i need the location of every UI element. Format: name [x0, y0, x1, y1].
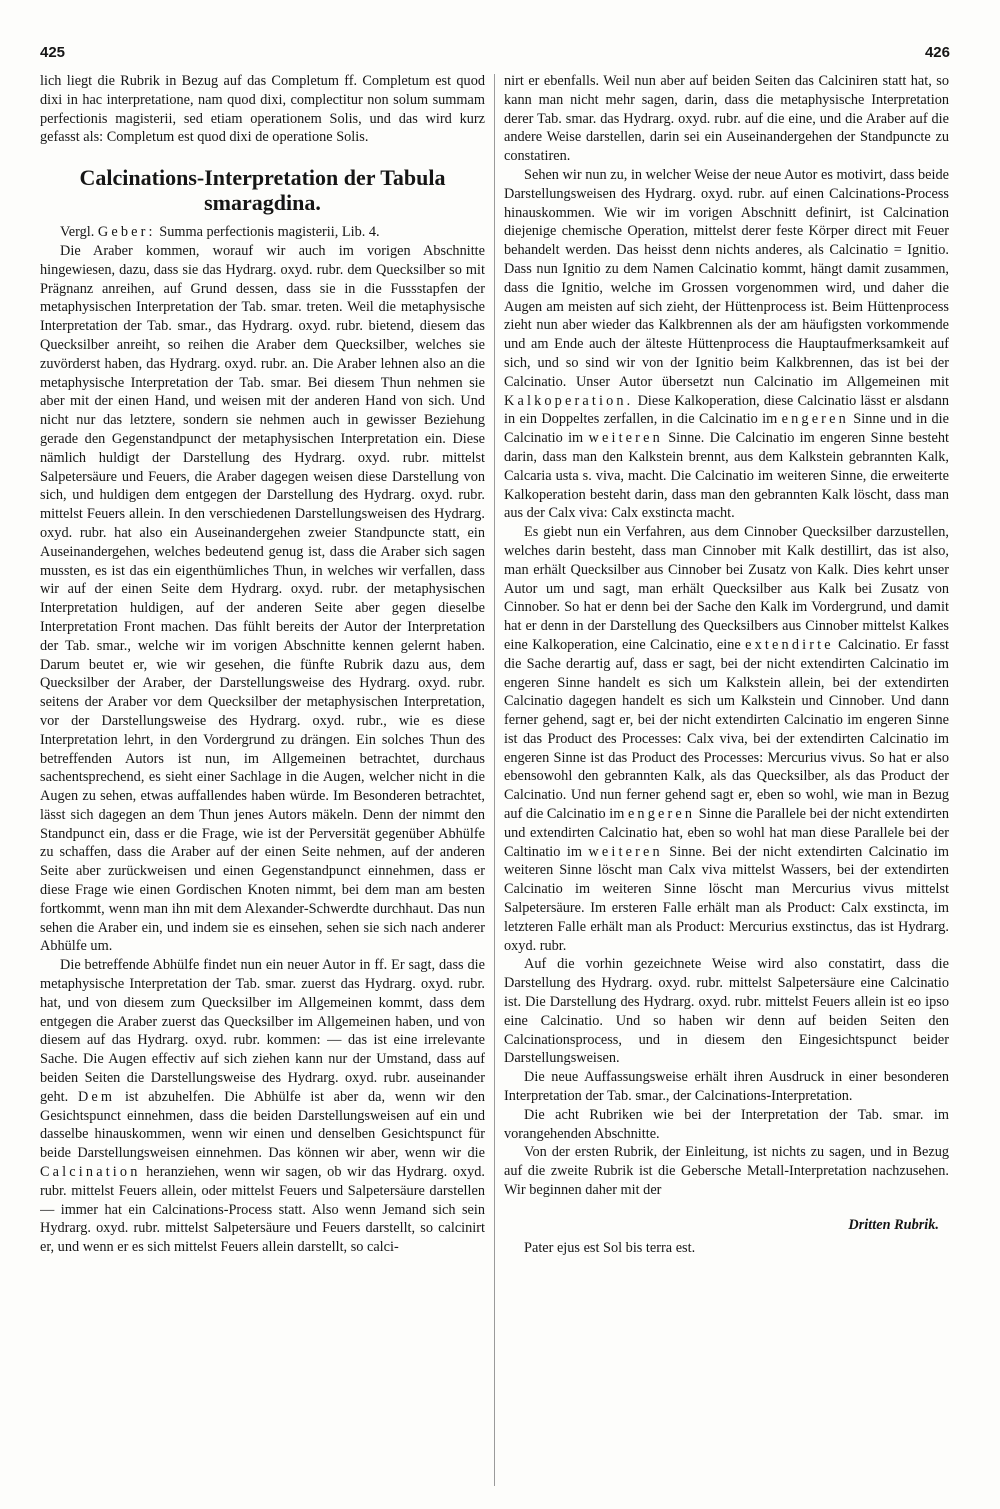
text-run: Sinne. Bei der nicht extendirten Calcinatio im weiteren Sinne löscht man Calx viva mittelst Wassers, bei der extendirten Calcinatio im weiteren Sinne löscht man Mercurius vivus mittelst Salpetersäure. Im ersteren Falle erhält man als Product: Calx exstincta, im letzteren Falle erhält man als Product: Mercurius exstinctus, das ist Hydrarg. oxyd. rubr.: [504, 843, 949, 954]
text-run: Die betreffende Abhülfe findet nun ein neuer Autor in ff. Er sagt, dass die metaphysische Interpretation der Tab. smar. zuerst das Hydrarg. oxyd. rubr. hat, und von diesem zum Quecksilber im Allgemeinen kommt, dass dem entgegen die Araber zuerst das Quecksilber im Allgemeinen haben, und von diesem auf das Hydrarg. oxyd. rubr. kommen: — das ist eine irrelevante Sache. Die Augen effectiv auf sich ziehen kann nur der Umstand, dass auf beiden Seiten die Darstellungsweise des Hydrarg. oxyd. rubr. auseinander geht.: [40, 957, 485, 1105]
spaced-word: weiteren: [588, 430, 663, 447]
text-run: Diese Kalkoperation, diese Calcinatio lässt er alsdann in ein Doppeltes zerfallen, in die Calcinatio im: [504, 392, 949, 428]
rubric-text: Pater ejus est Sol bis terra est.: [524, 1239, 696, 1256]
right-column: [504, 72, 949, 1492]
spaced-word: engeren: [781, 411, 849, 428]
text-run: Sinne und in die Calcinatio im: [504, 411, 949, 447]
section-title: Calcinations-Interpretation der Tabula smaragdina.: [79, 165, 446, 216]
text-run: Es giebt nun ein Verfahren, aus dem Cinnober Quecksilber darzustellen, welches darin besteht, dass man Cinnober mit Kalk destillirt, das ist also, man erhält Quecksilber aus Cinnober bei Zusatz von Kalk. Dies kehrt unser Autor um und sagt, man erhält Quecksilber aus Kalk bei Zusatz von Cinnober. So hat er denn bei der Sache den Kalk im Vordergrund, und damit hat er denn in der Darstellung des Quecksilbers aus Cinnober mittelst Kalkes eine Kalkoperation, eine Calcinatio, eine: [504, 524, 949, 653]
text-run: heranziehen, wenn wir sagen, ob wir das Hydrarg. oxyd. rubr. mittelst Feuers allein, oder mittelst Feuers und Salpetersäure darstellen — immer hat ein Calcinations-Process statt. Also wenn Jemand sich sein Hydrarg. oxyd. rubr. mittelst Salpetersäure und Feuers darstellt, so calcinirt er, und wenn er es sich mittelst Feuers allein darstellt, so calci-: [40, 1164, 485, 1256]
reference-author: Geber:: [97, 224, 156, 241]
body-paragraph: Die neue Auffassungsweise erhält ihren Ausdruck in einer besonderen Interpretation der Tab. smar., der Calcinations-Interpretation.: [504, 1069, 949, 1105]
spaced-word: engeren: [627, 806, 696, 823]
left-column: [40, 72, 485, 1492]
text-run: Calcinatio. Er fasst die Sache derartig auf, dass er sagt, bei der nicht extendirten Calcinatio im engeren Sinne handelt es sich um Kalkstein allein, bei der extendirten Calcinatio dagegen handelt es sich um Kalkstein und Cinnober. Und dann ferner gehend, sagt er, bei der nicht extendirten Calcinatio im engeren Sinne ist das Product des Processes: Calx viva, bei der extendirten Calcinatio im engeren Sinne ist das Product des Processes: Mercurius vivus. So hat er also ebensowohl den gebrannten Kalk, als das Quecksilber, als das Product der Calcinatio. Und nun ferner gehend sagt er, eben so wohl, wie man in Bezug auf die Calcinatio im: [504, 636, 949, 823]
page-number-right: 426: [924, 44, 950, 61]
text-run: Sinne die Parallele bei der nicht extendirten und extendirten Calcinatio hat, eben so wohl hat man diese Parallele bei der Caltinatio im: [504, 806, 949, 860]
body-paragraph: Die acht Rubriken wie bei der Interpretation der Tab. smar. im vorangehenden Abschnitte.: [504, 1106, 949, 1142]
body-paragraph: Von der ersten Rubrik, der Einleitung, ist nichts zu sagen, und in Bezug auf die zweite Rubrik ist die Gebersche Metall-Interpretation nachzusehen. Wir beginnen daher mit der: [504, 1144, 949, 1199]
body-paragraph: Auf die vorhin gezeichnete Weise wird also constatirt, dass die Darstellung des Hydrarg. oxyd. rubr. mittelst Salpetersäure eine Calcinatio ist. Die Darstellung des Hydrarg. oxyd. rubr. mittelst Feuers allein ist eo ipso eine Calcinatio. Und so haben wir denn auf beiden Seiten den Calcinationsprocess, und in diesem den Eingesichtspunct beider Darstellungsweisen.: [504, 956, 949, 1067]
body-paragraph: Die Araber kommen, worauf wir auch im vorigen Abschnitte hingewiesen, dazu, dass sie das Hydrarg. oxyd. rubr. dem Quecksilber so mit Prägnanz anreihen, auf Grund dessen, dass sie in die Fussstapfen der metaphysischen Interpretation der Tab. smar. treten. Weil die metaphysische Interpretation der Tab. smar., das Hydrarg. oxyd. rubr. bietend, diesem das Quecksilber anreiht, so reihen die Araber dem Quecksilber, welches sie zuvörderst haben, das Hydrarg. oxyd. rubr. an. Die Araber lehnen also an die metaphysische Interpretation der Tab. smar. Bei diesem Thun nehmen sie aber mit der einen Hand, und weisen mit der anderen Hand von sich. Und nicht nur das letztere, sondern sie nehmen auch in gewisser Beziehung gerade den Gegenstandpunct der metaphysischen Interpretation ein. Diese nämlich huldigt der Darstellung des Hydrarg. oxyd. rubr. mittelst Salpetersäure und Feuers, die Araber dagegen weisen diese Darstellung von sich, und huldigen dem entgegen der Darstellung des Hydrarg. oxyd. rubr. mittelst Feuers allein. In den verschiedenen Darstellungsweisen des Hydrarg. oxyd. rubr. hat also ein Auseinandergehen zweier Standpuncte statt, ein Auseinandergehen, welches bedeutend genug ist, dass die Araber sich sagen mussten, es ist das ein eigenthümliches Thun, in welches wir verfallen, dass wir auf der einen Seite dem Hydrarg. oxyd. rubr. der metaphysischen Interpretation huldigen, auf der anderen Seite aber gegen dieselbe Interpretation Front machen. Das fühlt bereits der Autor der Interpretation der Tab. smar., welche wir im vorigen Abschnitte kennen gelernt haben. Darum beutet er, wie wir gesehen, die fünfte Rubrik dazu aus, dem Quecksilber der Araber, der Darstellungsweise des Hydrarg. oxyd. rubr. seitens der Araber vor dem Quecksilber der metaphysischen Interpretation, vor der Darstellungsweise des Hydrarg. oxyd. rubr., wie es diese Interpretation lehrt, in den Vordergrund zu drängen. Ein solches Thun des betreffenden Autors ist nun, im Allgemeinen betrachtet, durchaus sachentsprechend, es sieht einer Sachlage in die Augen, welcher nicht in die Augen zu sehen, etwas auffallendes haben würde. Im Besonderen betrachtet, lässt sich dagegen an dem Thun jenes Autors mäkeln. Denn der nimmt den Standpunct ein, dass er die Frage, wie ist der Perversität gegenüber Abhülfe zu schaffen, dass die Araber auf der einen Seite nehmen, auf der anderen Seite aber zurückweisen und einen Gegenstandpunct einnehmen, dass er diese Frage wie einen Gordischen Knoten nimmt, bei dem man am besten fortkommt, wenn man ihn mit dem Alexander-Schwerdte durchhaut. Das nun sehen die Araber ein, und indem sie es einsehen, sehen sie sich nach anderer Abhülfe um.: [40, 242, 485, 955]
reference-prefix: Vergl.: [60, 224, 95, 241]
text-run: Sinne. Die Calcinatio im engeren Sinne besteht darin, dass man den Kalkstein brennt, aus dem Kalkstein gebrannten Kalk, Calcaria usta s. viva, macht. Die Calcinatio im weiteren Sinne, die erweiterte Kalkoperation besteht darin, dass man den gebrannten Kalk löscht, dass man aus der Calx viva: Calx exstincta macht.: [504, 430, 949, 522]
page-number-left: 425: [40, 44, 66, 61]
spaced-word: extendirte: [745, 636, 834, 653]
column-divider: [494, 74, 495, 1486]
body-paragraph: [504, 166, 949, 523]
text-run: ist abzuhelfen. Die Abhülfe ist aber da, wenn wir den Gesichtspunct einnehmen, dass die beiden Darstellungsweisen auf ein und dasselbe hinauskommen, wenn wir einen und denselben Gesichtspunct für beide Darstellungsweisen einnehmen. Das können wir aber, wenn wir die: [40, 1088, 485, 1162]
spaced-word: Dem: [77, 1088, 116, 1105]
spaced-word: Kalkoperation.: [504, 392, 634, 409]
spaced-word: weiteren: [588, 843, 663, 860]
rubric-heading: Dritten Rubrik.: [848, 1216, 939, 1233]
reference-line: [40, 223, 485, 242]
text-run: Sehen wir nun zu, in welcher Weise der neue Autor es motivirt, dass beide Darstellungsweisen des Hydrarg. oxyd. rubr. auf einen Calcinations-Process hinauskommen. Wie wir im vorigen Abschnitt definirt, ist Calcination diejenige chemische Operation, mittelst derer feste Körper direct mit Feuer behandelt werden. Das heisst denn nichts anderes, als Calcinatio = Ignitio. Dass nun Ignitio zu dem Namen Calcinatio kommt, hängt damit zusammen, dass die Ignitio, welche im Grossen vorgenommen wird, und daher die Augen am meisten auf sich zieht, der Hüttenprocess ist. Beim Hüttenprocess zieht nun aber wieder das Kalkbrennen als der am häufigsten vorkommende und am Ende auch der älteste Hüttenprocess die Hauptaufmerksamkeit auf sich, und so sind wir von der Ignitio beim Kalkbrennen, das ist bei der Calcinatio. Unser Autor übersetzt nun Calcinatio im Allgemeinen mit: [504, 166, 949, 390]
body-paragraph: [40, 956, 485, 1257]
body-paragraph: nirt er ebenfalls. Weil nun aber auf beiden Seiten das Calciniren statt hat, so kann man nicht mehr sagen, darin, dass die metaphysische Interpretation derer Tab. smar. das Hydrarg. oxyd. rubr. auf die eine, und die Araber auf die andere Weise darstellen, darin sei ein Auseinandergehen der Standpuncte zu constatiren.: [504, 73, 949, 165]
intro-paragraph: lich liegt die Rubrik in Bezug auf das Completum ff. Completum est quod dixi in hac interpretatione, nam quod dixi, complectitur non solum summam perfectionis magisterii, sed etiam operationem Solis, und das wird kurz gefasst als: Completum est quod dixi de operatione Solis.: [40, 73, 485, 146]
spaced-word: Calcination: [40, 1164, 141, 1181]
reference-work: Summa perfectionis magisterii, Lib. 4.: [159, 224, 380, 241]
body-paragraph: [504, 523, 949, 955]
